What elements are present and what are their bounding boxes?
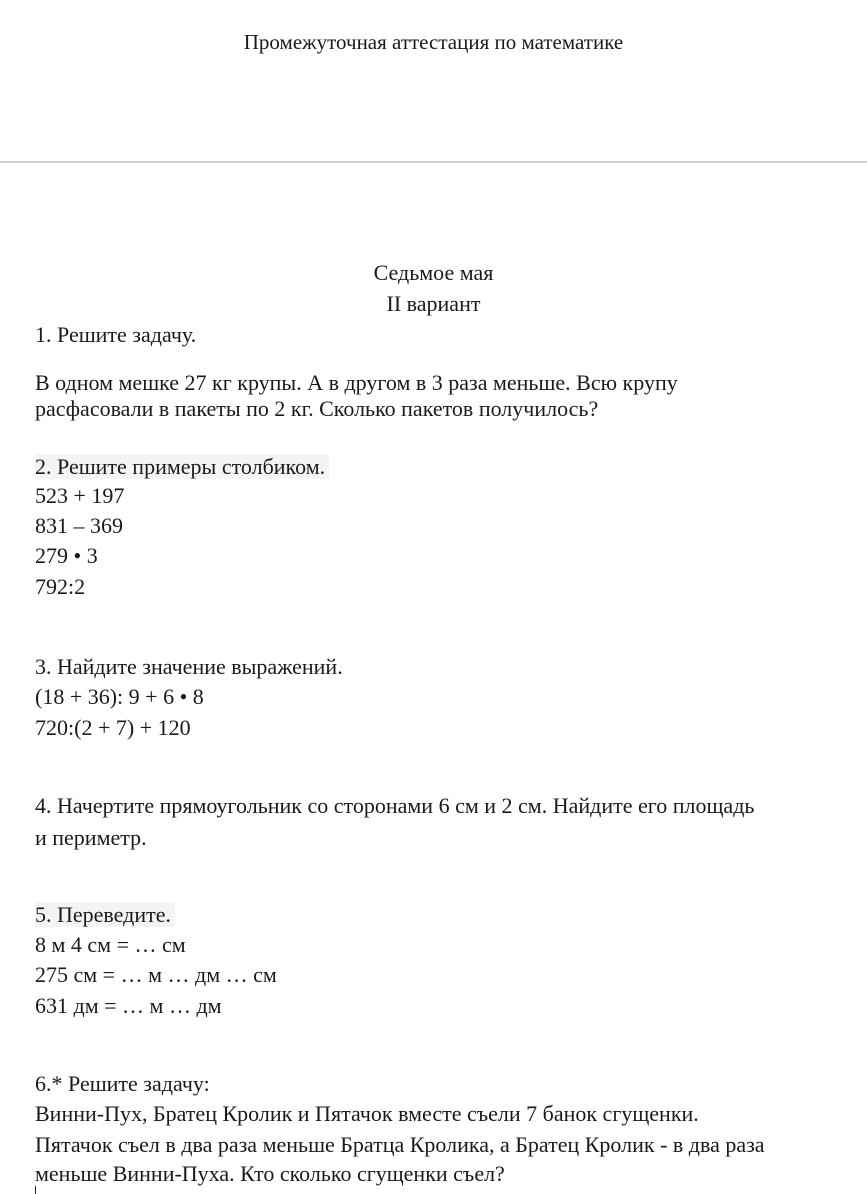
task-5-heading: 5. Переведите. xyxy=(35,902,175,927)
task-6-line: меньше Винни-Пуха. Кто сколько сгущенки съел? xyxy=(35,1161,505,1186)
task-2-example: 523 + 197 xyxy=(35,483,125,508)
task-1-heading: 1. Решите задачу. xyxy=(35,322,197,347)
document-date: Седьмое мая xyxy=(373,260,494,285)
task-3-expression: 720:(2 + 7) + 120 xyxy=(35,715,191,740)
task-6-heading: 6.* Решите задачу: xyxy=(35,1071,210,1096)
task-3-expression: (18 + 36): 9 + 6 • 8 xyxy=(35,684,204,709)
task-2-heading: 2. Решите примеры столбиком. xyxy=(35,454,329,479)
header-divider xyxy=(0,161,867,163)
task-5-conversion: 275 см = … м … дм … см xyxy=(35,962,277,987)
task-3-heading: 3. Найдите значение выражений. xyxy=(35,654,343,679)
task-2-example: 831 – 369 xyxy=(35,513,123,538)
task-5-conversion: 631 дм = … м … дм xyxy=(35,993,222,1018)
document-variant: II вариант xyxy=(386,291,481,316)
task-4-heading: 4. Начертите прямоугольник со сторонами 6 см и 2 см. Найдите его площадь xyxy=(35,793,755,818)
task-2-example: 279 • 3 xyxy=(35,543,98,568)
text-cursor xyxy=(35,1186,36,1194)
page-header-title: Промежуточная аттестация по математике xyxy=(243,30,624,54)
task-5-conversion: 8 м 4 см = … см xyxy=(35,932,186,957)
task-4-line: и периметр. xyxy=(35,825,147,850)
task-2-example: 792:2 xyxy=(35,574,86,599)
task-6-line: Винни-Пух, Братец Кролик и Пятачок вместе съели 7 банок сгущенки. xyxy=(35,1101,699,1126)
task-6-line: Пятачок съел в два раза меньше Братца Кролика, а Братец Кролик - в два раза xyxy=(35,1132,765,1157)
task-1-line: В одном мешке 27 кг крупы. А в другом в 3 раза меньше. Всю крупу xyxy=(35,370,678,395)
task-1-line: расфасовали в пакеты по 2 кг. Сколько пакетов получилось? xyxy=(35,396,599,421)
